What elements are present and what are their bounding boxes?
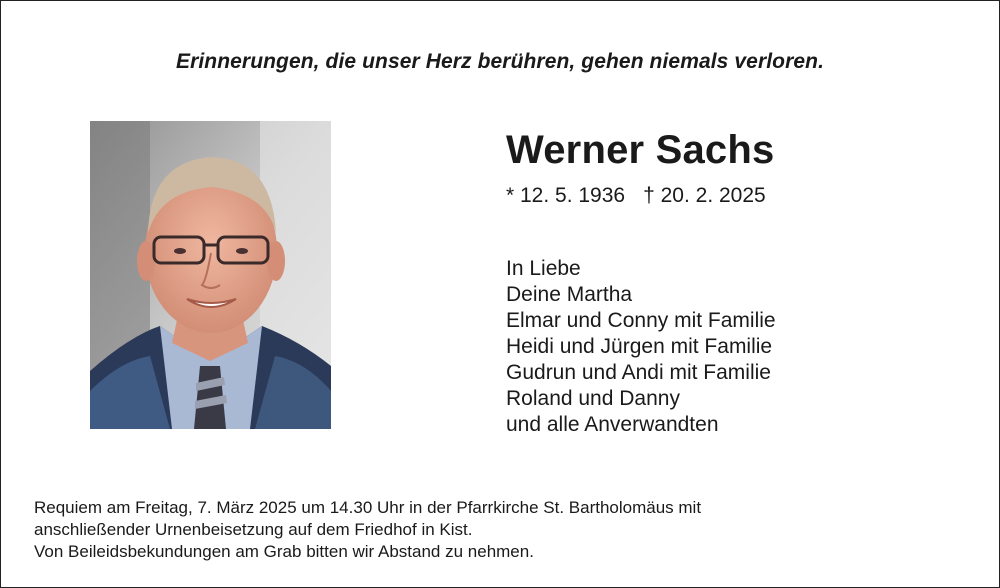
mourner-line: Elmar und Conny mit Familie (506, 309, 776, 332)
death-date: † 20. 2. 2025 (643, 184, 766, 207)
portrait-photo (90, 121, 331, 429)
notice-line: Requiem am Freitag, 7. März 2025 um 14.30 Uhr in der Pfarrkirche St. Bartholomäus mit (34, 498, 702, 517)
mourner-line: Deine Martha (506, 283, 633, 306)
notice-line: Von Beileidsbekundungen am Grab bitten wir Abstand zu nehmen. (34, 542, 534, 561)
notice-line: anschließender Urnenbeisetzung auf dem Friedhof in Kist. (34, 520, 473, 539)
mourner-line: Gudrun und Andi mit Familie (506, 361, 771, 384)
deceased-name: Werner Sachs (506, 128, 775, 172)
funeral-notice (34, 497, 701, 563)
birth-date: * 12. 5. 1936 (506, 184, 626, 207)
mourner-line: Roland und Danny (506, 387, 680, 410)
mourner-line: In Liebe (506, 257, 581, 280)
life-dates (506, 184, 766, 208)
mourners-list (506, 256, 776, 438)
mourner-line: und alle Anverwandten (506, 413, 719, 436)
mourner-line: Heidi und Jürgen mit Familie (506, 335, 773, 358)
motto-quote: Erinnerungen, die unser Herz berühren, gehen niemals verloren. (175, 50, 825, 73)
